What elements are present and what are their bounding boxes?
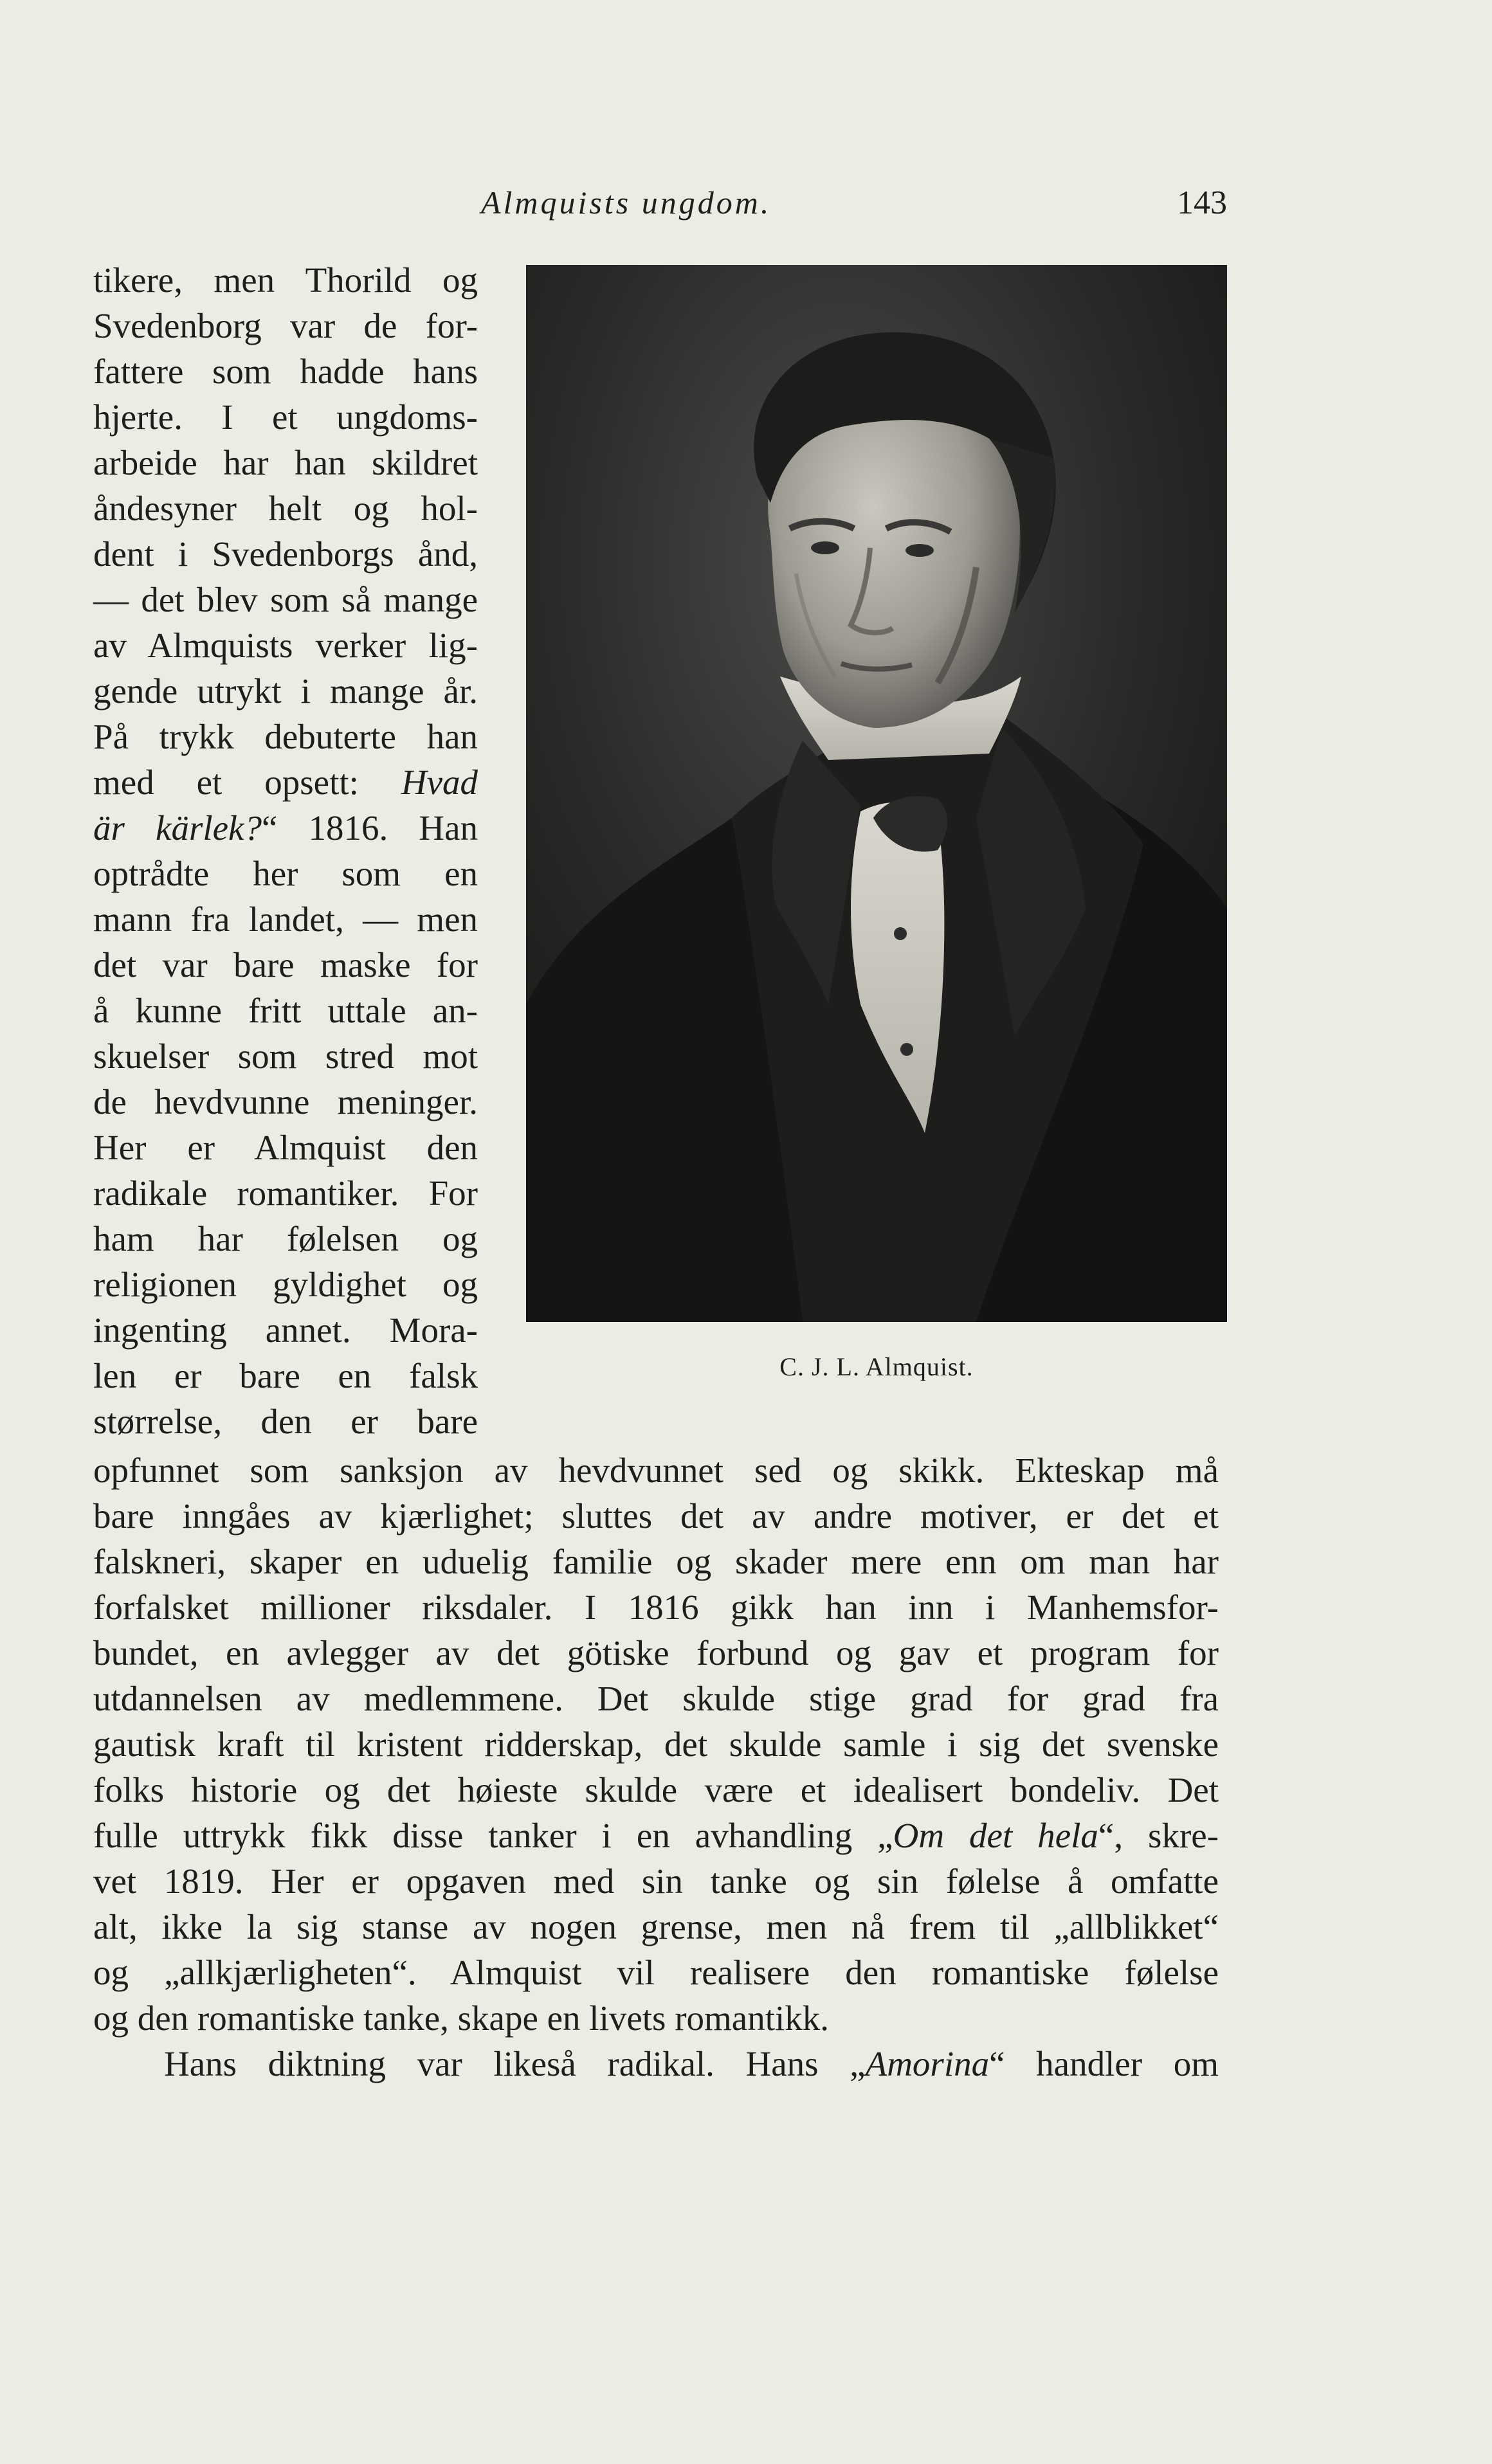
text-line: gautisk kraft til kristent ridderskap, det skulde samle i sig det svenske — [93, 1725, 1219, 1764]
text-run: “ 1816. Han — [261, 808, 478, 847]
text-line: skuelser som stred mot — [93, 1037, 478, 1076]
italic-title: Amorina — [865, 2044, 990, 2083]
text-line: av Almquists verker lig- — [93, 626, 478, 665]
text-line: religionen gyldighet og — [93, 1265, 478, 1304]
text-line — [164, 2042, 1219, 2086]
text-line: åndesyner helt og hol- — [93, 489, 478, 528]
text-line: fattere som hadde hans — [93, 352, 478, 391]
text-line: dent i Svedenborgs ånd, — [93, 534, 478, 574]
text-run: “ handler om — [989, 2044, 1219, 2083]
text-line: gende utrykt i mange år. — [93, 671, 478, 711]
italic-title: Om det hela — [893, 1816, 1098, 1855]
text-line: arbeide har han skildret — [93, 443, 478, 482]
text-line: og „allkjærligheten“. Almquist vil realisere den romantiske følelse — [93, 1953, 1219, 1992]
text-line: opfunnet som sanksjon av hevdvunnet sed og skikk. Ekteskap må — [93, 1451, 1219, 1490]
text-line — [93, 806, 478, 850]
text-line: tikere, men Thorild og — [93, 260, 478, 300]
page-number: 143 — [1177, 185, 1227, 221]
text-line: optrådte her som en — [93, 854, 478, 893]
figure-caption: C. J. L. Almquist. — [779, 1352, 974, 1381]
text-line: de hevdvunne meninger. — [93, 1082, 478, 1121]
text-line: hjerte. I et ungdoms- — [93, 397, 478, 437]
text-run: fulle uttrykk fikk disse tanker i en avhandling „ — [93, 1816, 893, 1855]
page-header — [481, 184, 1227, 226]
italic-title: Hvad — [401, 763, 478, 802]
text-line: På trykk debuterte han — [93, 717, 478, 756]
text-run: “, skre- — [1098, 1816, 1219, 1855]
text-line: ham har følelsen og — [93, 1219, 478, 1258]
portrait-figure — [526, 265, 1227, 1322]
italic-title: är kärlek? — [93, 808, 262, 847]
text-line: folks historie og det høieste skulde være et idealisert bondeliv. Det — [93, 1770, 1219, 1809]
text-line: det var bare maske for — [93, 945, 478, 984]
text-line: å kunne fritt uttale an- — [93, 991, 478, 1030]
text-line: Svedenborg var de for- — [93, 306, 478, 345]
text-line: forfalsket millioner riksdaler. I 1816 gikk han inn i Manhemsfor- — [93, 1588, 1219, 1627]
text-line: mann fra landet, — men — [93, 900, 478, 939]
text-run: Hans diktning var likeså radikal. Hans „ — [164, 2044, 866, 2083]
portrait-engraving-icon — [526, 265, 1227, 1322]
running-title: Almquists ungdom. — [481, 185, 772, 221]
text-line: radikale romantiker. For — [93, 1173, 478, 1213]
text-line: falskneri, skaper en uduelig familie og skader mere enn om man har — [93, 1542, 1219, 1581]
text-line: len er bare en falsk — [93, 1356, 478, 1395]
text-line: ingenting annet. Mora- — [93, 1310, 478, 1350]
text-line: utdannelsen av medlemmene. Det skulde stige grad for grad fra — [93, 1679, 1219, 1718]
text-run: med et opsett: — [93, 763, 401, 802]
text-line — [93, 761, 478, 804]
text-line: bundet, en avlegger av det götiske forbund og gav et program for — [93, 1633, 1219, 1672]
text-line: vet 1819. Her er opgaven med sin tanke og sin følelse å omfatte — [93, 1862, 1219, 1901]
text-line — [93, 1814, 1219, 1858]
text-line: Her er Almquist den — [93, 1128, 478, 1167]
text-line: alt, ikke la sig stanse av nogen grense, men nå frem til „allblikket“ — [93, 1907, 1219, 1946]
text-line: — det blev som så mange — [93, 580, 478, 619]
text-line: og den romantiske tanke, skape en livets romantikk. — [93, 1998, 830, 2038]
text-line: bare inngåes av kjærlighet; sluttes det av andre motiver, er det et — [93, 1496, 1219, 1535]
text-line: størrelse, den er bare — [93, 1402, 478, 1441]
